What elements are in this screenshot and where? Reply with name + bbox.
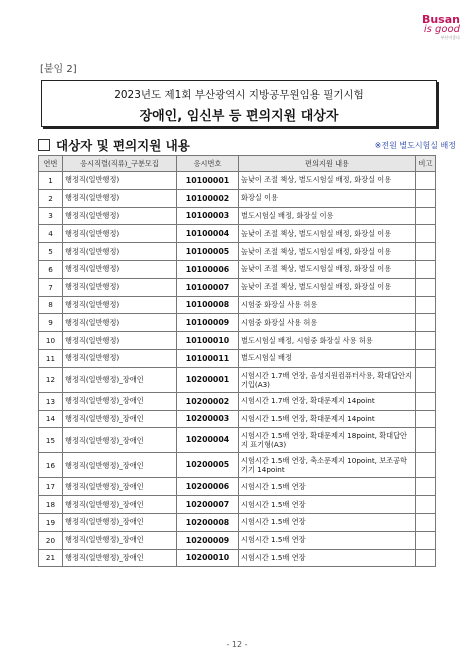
row-number: 1 (39, 172, 63, 190)
row-support: 시험시간 1.5배 연장 (239, 549, 416, 567)
row-support: 높낮이 조절 책상, 별도시험실 배정, 화장실 이용 (239, 260, 416, 278)
row-note (416, 278, 436, 296)
row-note (416, 478, 436, 496)
row-support: 시험시간 1.5배 연장, 확대문제지 18point, 확대답안지 표기형(A3) (239, 428, 416, 453)
logo-line3: 부산이좋다 (440, 35, 460, 40)
row-number: 11 (39, 349, 63, 367)
row-number: 4 (39, 225, 63, 243)
row-code: 10100005 (177, 243, 239, 261)
row-category: 행정직(일반행정)_장애인 (63, 428, 177, 453)
table-row (39, 172, 436, 190)
row-support: 별도시험실 배정 (239, 349, 416, 367)
row-support: 시험시간 1.5배 연장, 축소문제지 10point, 보조공학기기 14point (239, 453, 416, 478)
row-note (416, 207, 436, 225)
row-number: 16 (39, 453, 63, 478)
header-category: 응시직렬(직류)_구분모집 (63, 156, 177, 172)
row-note (416, 410, 436, 428)
header-note: 비고 (416, 156, 436, 172)
title-line2: 장애인, 임신부 등 편의지원 대상자 (139, 109, 339, 124)
row-code: 10200010 (177, 549, 239, 567)
table-row (39, 314, 436, 332)
row-number: 5 (39, 243, 63, 261)
row-number: 3 (39, 207, 63, 225)
table-row (39, 296, 436, 314)
title-line1: 2023년도 제1회 부산광역시 지방공무원임용 필기시험 (114, 89, 364, 101)
row-number: 6 (39, 260, 63, 278)
row-category: 행정직(일반행정) (63, 225, 177, 243)
table-row (39, 392, 436, 410)
note-text: ※전원 별도시험실 배정 (374, 141, 456, 150)
table-row (39, 453, 436, 478)
page-number: - 12 - (226, 640, 248, 649)
row-category: 행정직(일반행정)_장애인 (63, 367, 177, 392)
row-number: 8 (39, 296, 63, 314)
row-support: 시험시간 1.7배 연장, 음성지원컴퓨터사용, 확대답안지 기입(A3) (239, 367, 416, 392)
row-code: 10200004 (177, 428, 239, 453)
support-table (38, 155, 436, 567)
busan-logo (412, 14, 460, 40)
row-code: 10100010 (177, 332, 239, 350)
row-note (416, 513, 436, 531)
row-support: 시험중 화장실 사용 허용 (239, 314, 416, 332)
row-note (416, 549, 436, 567)
checkbox-square-icon (38, 139, 50, 151)
row-note (416, 349, 436, 367)
row-code: 10200005 (177, 453, 239, 478)
row-category: 행정직(일반행정)_장애인 (63, 531, 177, 549)
row-support: 높낮이 조절 책상, 별도시험실 배정, 화장실 이용 (239, 243, 416, 261)
row-category: 행정직(일반행정) (63, 172, 177, 190)
table-row (39, 496, 436, 514)
row-category: 행정직(일반행정) (63, 296, 177, 314)
row-code: 10200002 (177, 392, 239, 410)
table-row (39, 332, 436, 350)
row-category: 행정직(일반행정)_장애인 (63, 410, 177, 428)
row-support: 화장실 이용 (239, 189, 416, 207)
row-category: 행정직(일반행정) (63, 349, 177, 367)
section-heading (38, 136, 190, 154)
row-number: 18 (39, 496, 63, 514)
row-category: 행정직(일반행정)_장애인 (63, 478, 177, 496)
row-support: 별도시험실 배정, 화장실 이용 (239, 207, 416, 225)
section-heading-text: 대상자 및 편의지원 내용 (56, 138, 190, 153)
row-code: 10200006 (177, 478, 239, 496)
row-category: 행정직(일반행정)_장애인 (63, 549, 177, 567)
row-code: 10200001 (177, 367, 239, 392)
row-note (416, 392, 436, 410)
row-number: 14 (39, 410, 63, 428)
row-code: 10100004 (177, 225, 239, 243)
row-support: 시험시간 1.5배 연장 (239, 496, 416, 514)
row-note (416, 172, 436, 190)
row-number: 9 (39, 314, 63, 332)
table-row (39, 531, 436, 549)
row-category: 행정직(일반행정) (63, 243, 177, 261)
row-support: 시험시간 1.5배 연장 (239, 531, 416, 549)
row-number: 12 (39, 367, 63, 392)
row-code: 10100006 (177, 260, 239, 278)
table-row (39, 189, 436, 207)
row-category: 행정직(일반행정) (63, 189, 177, 207)
logo-line2: is good (423, 24, 460, 35)
table-row (39, 410, 436, 428)
row-code: 10100001 (177, 172, 239, 190)
table-row (39, 278, 436, 296)
table-row (39, 349, 436, 367)
row-note (416, 332, 436, 350)
logo-line1: Busan (421, 13, 460, 26)
table-row (39, 549, 436, 567)
row-number: 21 (39, 549, 63, 567)
table-row (39, 428, 436, 453)
row-number: 17 (39, 478, 63, 496)
row-category: 행정직(일반행정) (63, 207, 177, 225)
row-code: 10200008 (177, 513, 239, 531)
row-note (416, 189, 436, 207)
row-note (416, 428, 436, 453)
row-support: 시험시간 1.5배 연장 (239, 478, 416, 496)
row-support: 시험시간 1.5배 연장 (239, 513, 416, 531)
header-code: 응시번호 (177, 156, 239, 172)
row-category: 행정직(일반행정) (63, 260, 177, 278)
row-category: 행정직(일반행정)_장애인 (63, 453, 177, 478)
table-row (39, 243, 436, 261)
row-note (416, 243, 436, 261)
row-number: 7 (39, 278, 63, 296)
row-code: 10200009 (177, 531, 239, 549)
row-note (416, 296, 436, 314)
row-number: 15 (39, 428, 63, 453)
table-row (39, 207, 436, 225)
row-code: 10100003 (177, 207, 239, 225)
row-note (416, 260, 436, 278)
row-category: 행정직(일반행정)_장애인 (63, 513, 177, 531)
row-support: 별도시험실 배정, 시험중 화장실 사용 허용 (239, 332, 416, 350)
row-note (416, 367, 436, 392)
row-code: 10200003 (177, 410, 239, 428)
table-row (39, 225, 436, 243)
row-code: 10100008 (177, 296, 239, 314)
row-support: 높낮이 조절 책상, 별도시험실 배정, 화장실 이용 (239, 278, 416, 296)
row-number: 19 (39, 513, 63, 531)
row-code: 10100002 (177, 189, 239, 207)
row-code: 10100011 (177, 349, 239, 367)
header-support: 편의지원 내용 (239, 156, 416, 172)
table-row (39, 478, 436, 496)
row-support: 높낮이 조절 책상, 별도시험실 배정, 화장실 이용 (239, 172, 416, 190)
row-support: 높낮이 조절 책상, 별도시험실 배정, 화장실 이용 (239, 225, 416, 243)
row-number: 13 (39, 392, 63, 410)
row-note (416, 314, 436, 332)
row-number: 20 (39, 531, 63, 549)
row-code: 10200007 (177, 496, 239, 514)
row-support: 시험시간 1.7배 연장, 확대문제지 14point (239, 392, 416, 410)
row-number: 10 (39, 332, 63, 350)
row-category: 행정직(일반행정) (63, 332, 177, 350)
row-note (416, 531, 436, 549)
row-number: 2 (39, 189, 63, 207)
row-code: 10100009 (177, 314, 239, 332)
row-category: 행정직(일반행정) (63, 314, 177, 332)
row-support: 시험시간 1.5배 연장, 확대문제지 14point (239, 410, 416, 428)
row-category: 행정직(일반행정) (63, 278, 177, 296)
header-no: 연번 (39, 156, 63, 172)
row-category: 행정직(일반행정)_장애인 (63, 496, 177, 514)
row-support: 시험중 화장실 사용 허용 (239, 296, 416, 314)
table-header-row (39, 156, 436, 172)
table-row (39, 367, 436, 392)
row-code: 10100007 (177, 278, 239, 296)
table-row (39, 260, 436, 278)
row-note (416, 225, 436, 243)
row-category: 행정직(일반행정)_장애인 (63, 392, 177, 410)
row-note (416, 496, 436, 514)
row-note (416, 453, 436, 478)
title-box (41, 80, 437, 127)
table-row (39, 513, 436, 531)
attachment-label: [붙임 2] (40, 64, 77, 75)
